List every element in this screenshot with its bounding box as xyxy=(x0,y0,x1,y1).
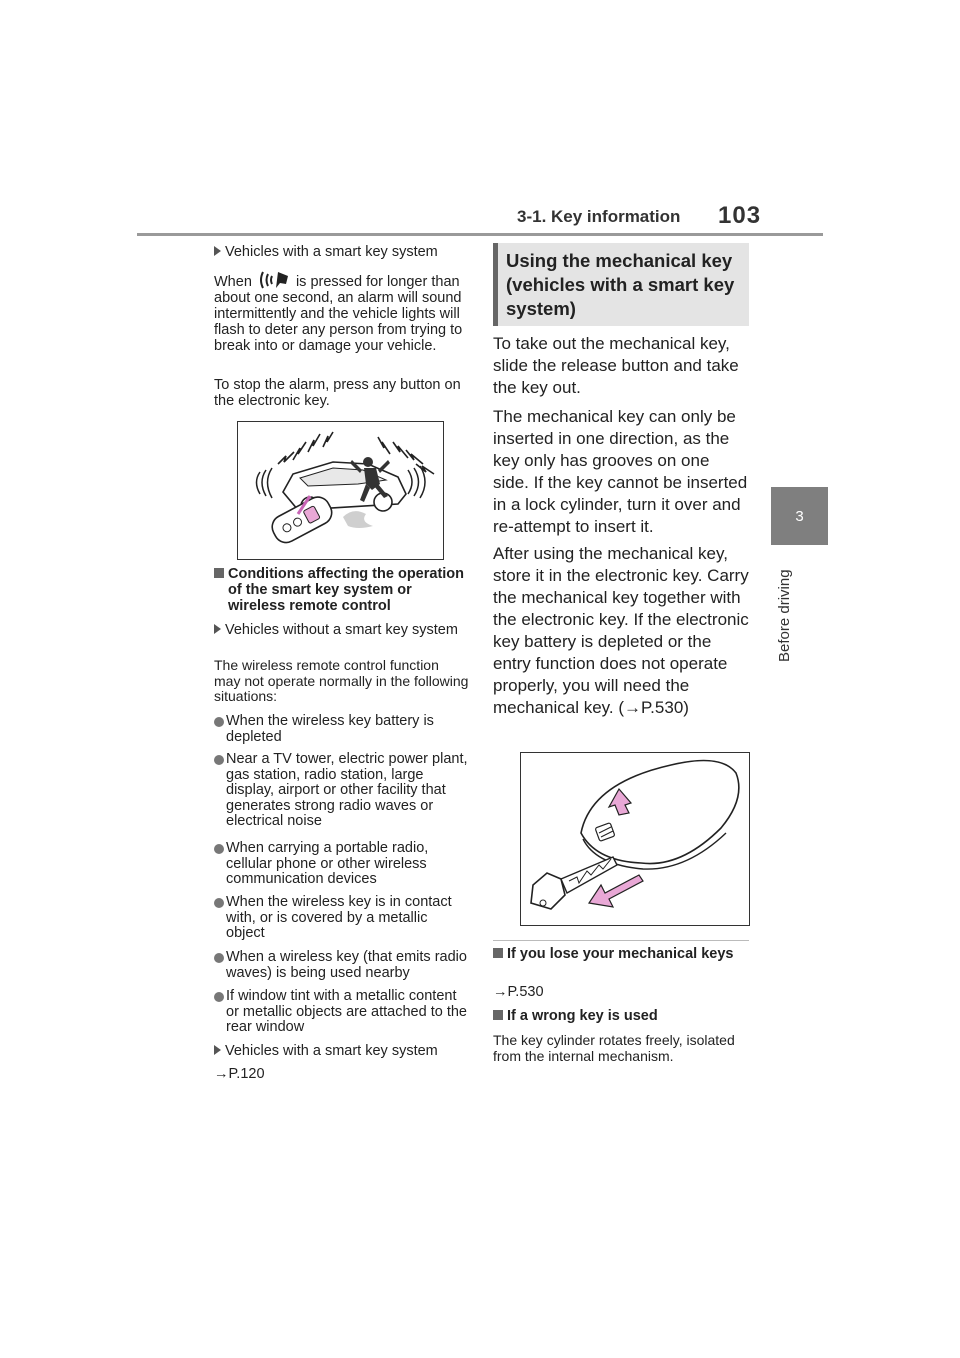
mechanical-key-figure xyxy=(521,753,749,925)
list-item: When the wireless key is in contact with, or is covered by a metallic object xyxy=(214,895,469,942)
page-reference: (→P.530) xyxy=(618,698,689,717)
section-header: 3-1. Key information xyxy=(517,207,681,226)
chapter-tab xyxy=(771,487,828,545)
conditions-heading: Conditions affecting the operation of the smart key system or wireless remote control xyxy=(214,566,469,614)
alarm-illustration xyxy=(237,421,444,560)
list-item: Near a TV tower, electric power plant, gas station, radio station, large display, airport or other facility that generates strong radio waves or electrical noise xyxy=(214,752,469,830)
lose-key-heading: If you lose your mechanical keys xyxy=(493,946,749,962)
alarm-paragraph: When is pressed for longer than about one second, an alarm will sound intermittently and the vehicle lights will flash to deter any person from trying to break into or damage your vehicle. xyxy=(214,270,469,354)
situations-intro: The wireless remote control function may not operate normally in the following situations: xyxy=(214,657,469,704)
mechanical-key-illustration xyxy=(520,752,750,926)
panic-button-icon xyxy=(258,270,290,290)
subheading-smart-key-2: Vehicles with a smart key system xyxy=(214,1043,469,1059)
list-item: When a wireless key (that emits radio waves) is being used nearby xyxy=(214,950,469,981)
square-marker-icon xyxy=(493,1010,503,1020)
page-number: 103 xyxy=(718,202,762,229)
square-marker-icon xyxy=(493,948,503,958)
chapter-number: 3 xyxy=(795,507,804,525)
wrong-key-paragraph: The key cylinder rotates freely, isolated from the internal mechanism. xyxy=(493,1032,735,1064)
insert-direction-paragraph: The mechanical key can only be inserted in one direction, as the key only has grooves on one side. If the key cannot be inserted in a lock cylinder, turn it over and re-attempt to insert it. xyxy=(493,407,748,536)
list-item: When the wireless key battery is depleted xyxy=(214,714,469,745)
page-reference: →P.530 xyxy=(493,984,544,1000)
square-marker-icon xyxy=(214,568,224,578)
triangle-marker-icon xyxy=(214,246,221,256)
section-title: Using the mechanical key (vehicles with a smart key system) xyxy=(506,250,735,319)
triangle-marker-icon xyxy=(214,1045,221,1055)
remove-key-paragraph: To take out the mechanical key, slide the release button and take the key out. xyxy=(493,334,739,397)
divider xyxy=(493,940,749,941)
page-reference: →P.120 xyxy=(214,1066,265,1082)
wrong-key-heading: If a wrong key is used xyxy=(493,1008,749,1024)
list-item: If window tint with a metallic content or metallic objects are attached to the rear window xyxy=(214,989,469,1036)
store-key-paragraph: After using the mechanical key, store it in the electronic key. Carry the mechanical key together with the electronic key. If the electronic key battery is depleted or the entry function does not operate properly, you will need the mechanical key. (→P.530) xyxy=(493,544,749,717)
car-alarm-figure xyxy=(238,422,443,559)
section-title-box xyxy=(493,243,749,326)
chapter-label: Before driving xyxy=(776,569,793,662)
list-item: When carrying a portable radio, cellular phone or other wireless communication devices xyxy=(214,841,469,888)
stop-alarm-paragraph: To stop the alarm, press any button on the electronic key. xyxy=(214,377,461,409)
triangle-marker-icon xyxy=(214,624,221,634)
subheading-no-smart-key: Vehicles without a smart key system xyxy=(214,622,469,638)
subheading-smart-key: Vehicles with a smart key system xyxy=(214,244,469,260)
header-rule xyxy=(137,233,823,236)
